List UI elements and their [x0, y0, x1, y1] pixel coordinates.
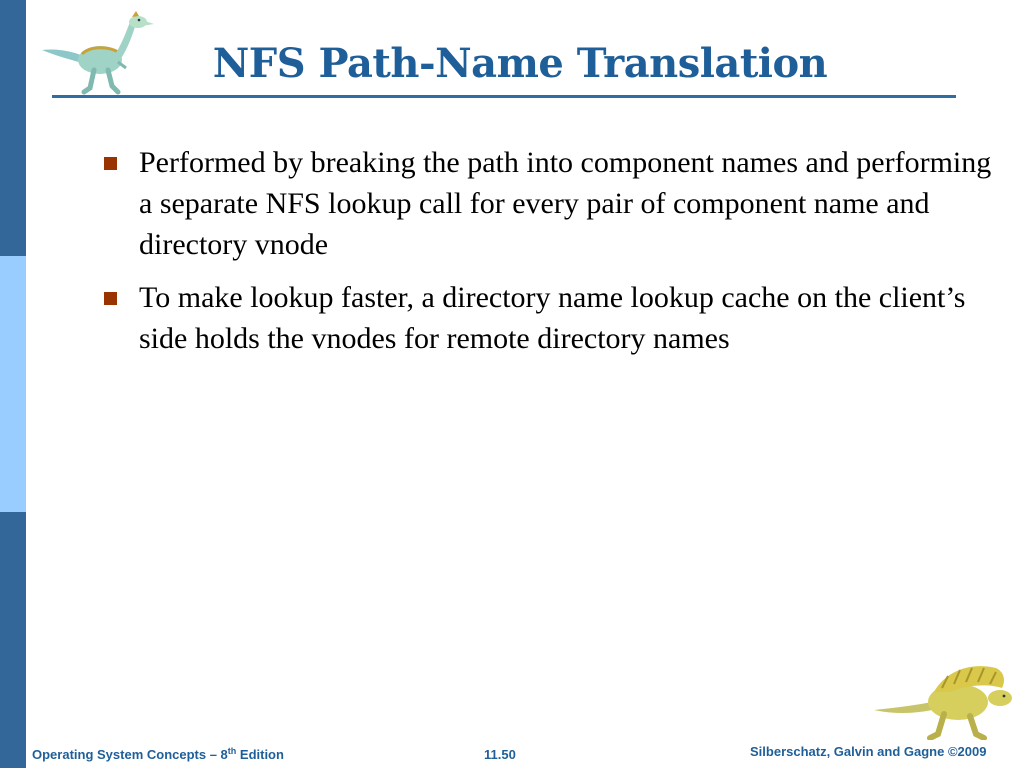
left-stripe-top	[0, 0, 26, 256]
dinosaur-icon	[38, 8, 156, 96]
bullet-item	[100, 142, 1005, 265]
bullet-text: To make lookup faster, a directory name lookup cache on the client’s side holds the vnodes for remote directory names	[139, 281, 966, 355]
square-bullet-icon	[104, 292, 117, 305]
footer-title-sup: th	[227, 746, 237, 756]
bullet-item	[100, 277, 1005, 359]
footer-title-suffix: Edition	[236, 747, 284, 762]
left-stripe-middle	[0, 256, 26, 512]
dinosaur-icon	[872, 658, 1017, 740]
square-bullet-icon	[104, 157, 117, 170]
footer-copyright: Silberschatz, Galvin and Gagne ©2009	[750, 744, 987, 759]
page-number: 11.50	[484, 747, 516, 762]
title-divider	[52, 95, 956, 98]
footer-title-prefix: Operating System Concepts – 8	[32, 747, 228, 762]
footer-book-title	[32, 747, 284, 762]
left-stripe-bottom	[0, 512, 26, 768]
bullet-text: Performed by breaking the path into component names and performing a separate NFS lookup call for every pair of component name and directory vnode	[139, 146, 992, 261]
slide-title: NFS Path-Name Translation	[212, 40, 828, 87]
bullet-list	[100, 142, 1005, 371]
